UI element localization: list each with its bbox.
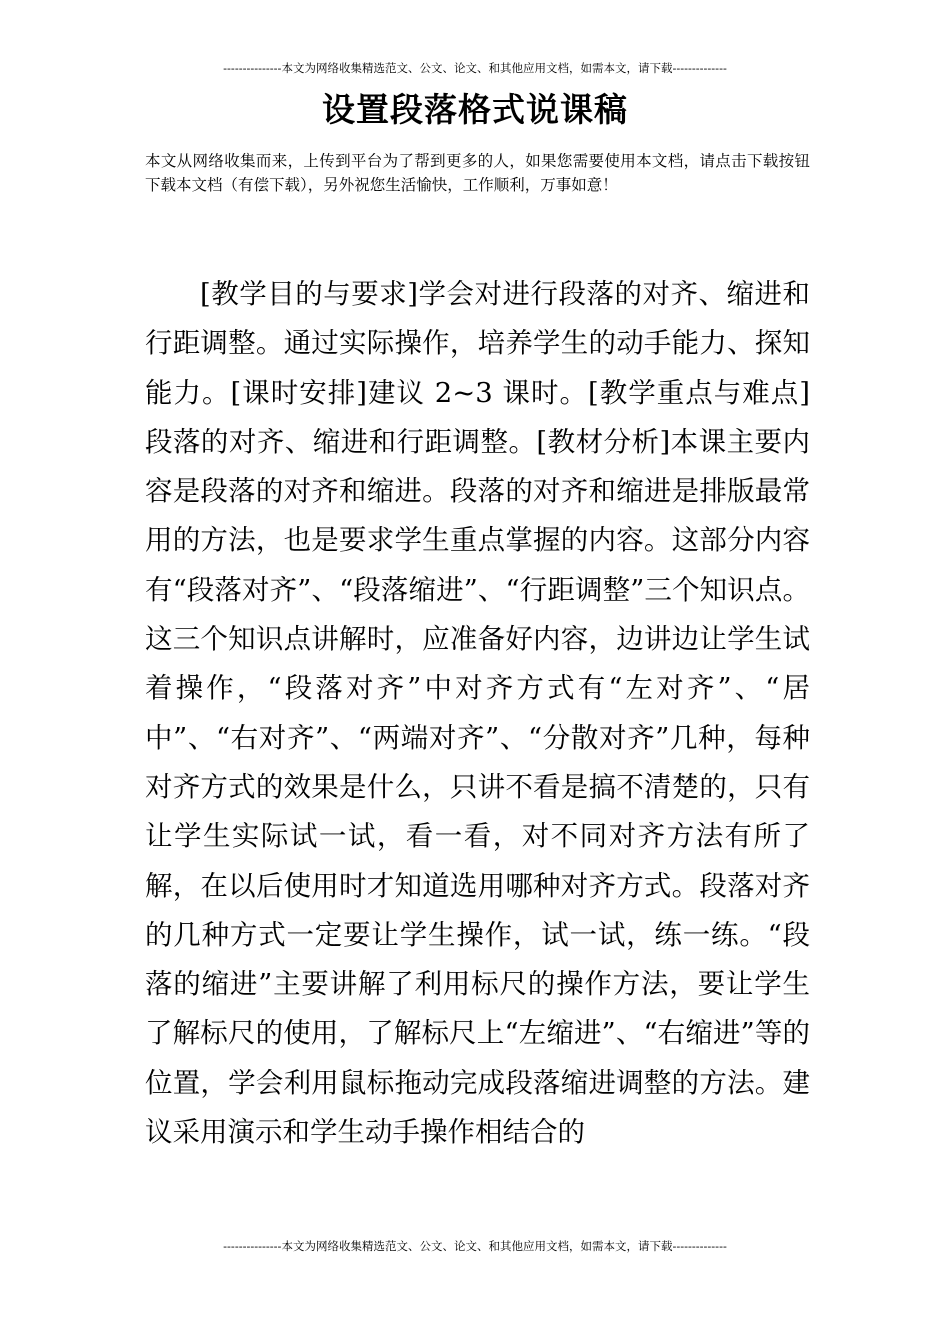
document-intro: 本文从网络收集而来，上传到平台为了帮到更多的人，如果您需要使用本文档，请点击下载按钮下载本文档（有偿下载），另外祝您生活愉快，工作顺利，万事如意！ (145, 152, 810, 194)
document-body-paragraph: [教学目的与要求]学会对进行段落的对齐、缩进和行距调整。通过实际操作，培养学生的动手能力、探知能力。[课时安排]建议 2~3 课时。[教学重点与难点]段落的对齐、缩进和行距调整。[教材分析]本课主要内容是段落的对齐和缩进。段落的对齐和缩进是排版最常用的方法，也是要求学生重点掌握的内容。这部分内容有“段落对齐”、“段落缩进”、“行距调整”三个知识点。这三个知识点讲解时，应准备好内容，边讲边让学生试着操作，“段落对齐”中对齐方式有“左对齐”、“居中”、“右对齐”、“两端对齐”、“分散对齐”几种，每种对齐方式的效果是什么，只讲不看是搞不清楚的，只有让学生实际试一试，看一看，对不同对齐方法有所了解，在以后使用时才知道选用哪种对齐方式。段落对齐的几种方式一定要让学生操作，试一试，练一练。“段落的缩进”主要讲解了利用标尺的操作方法，要让学生了解标尺的使用，了解标尺上“左缩进”、“右缩进”等的位置，学会利用鼠标拖动完成段落缩进调整的方法。建议采用演示和学生动手操作相结合的 (145, 278, 810, 1149)
document-title: 设置段落格式说课稿 (322, 90, 628, 129)
page-footer-notice: ---------------本文为网络收集精选范文、公文、论文、和其他应用文档，如需本文，请下载-------------- (223, 1239, 727, 1253)
page-header-notice: ---------------本文为网络收集精选范文、公文、论文、和其他应用文档，如需本文，请下载-------------- (223, 61, 727, 75)
